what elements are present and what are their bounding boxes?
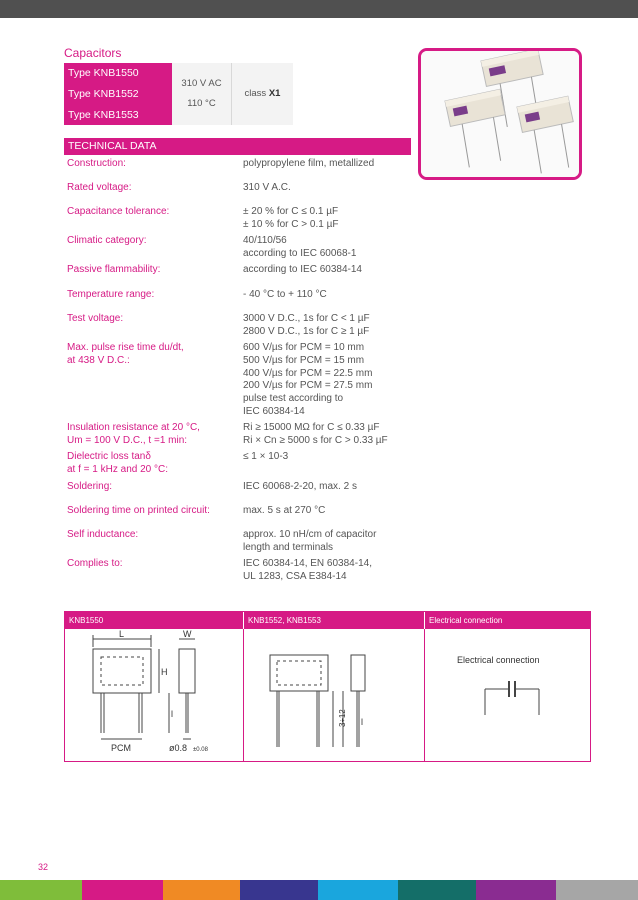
dim-label: H [161, 667, 168, 677]
spec-value: 3000 V D.C., 1s for C < 1 µF 2800 V D.C., 1s for C ≥ 1 µF [243, 313, 370, 337]
dim-label: L [119, 629, 125, 639]
color-stripe [0, 880, 82, 900]
class-label: class X1 [244, 88, 281, 99]
spec-value: IEC 60068-2-20, max. 2 s [243, 481, 357, 492]
drawing-header: KNB1550 [65, 612, 243, 629]
spec-label: Complies to: [67, 558, 123, 569]
color-stripe [240, 880, 318, 900]
page-number: 32 [38, 862, 49, 872]
connection-label: Electrical connection [457, 655, 540, 665]
type-item: Type KNB1550 [68, 67, 139, 79]
spec-label: Soldering: [67, 481, 113, 492]
spec-label: Self inductance: [67, 529, 139, 540]
spec-label: Climatic category: [67, 235, 147, 246]
spec-label: Test voltage: [67, 313, 124, 324]
color-stripe [398, 880, 476, 900]
dim-label: l [171, 709, 173, 719]
color-stripe [163, 880, 240, 900]
spec-label: Temperature range: [67, 289, 155, 300]
spec-label: Dielectric loss tanδ at f = 1 kHz and 20 °C: [67, 451, 168, 475]
dim-label: ø0.8 [169, 743, 188, 753]
technical-data-header [64, 138, 411, 155]
top-bar [0, 0, 638, 18]
color-stripe [318, 880, 398, 900]
dim-label: 3÷12 [338, 709, 347, 727]
dimension-drawings [65, 629, 590, 761]
spec-label: Soldering time on printed circuit: [67, 505, 210, 516]
spec-value: 310 V A.C. [243, 182, 291, 193]
color-stripe [476, 880, 556, 900]
rated-voltage: 310 V AC [181, 78, 222, 89]
spec-label: Construction: [67, 158, 126, 169]
color-stripe [82, 880, 163, 900]
ratings-cell [172, 63, 232, 125]
drawing-header: Electrical connection [425, 612, 591, 629]
spec-value: IEC 60384-14, EN 60384-14, UL 1283, CSA E384-14 [243, 558, 372, 582]
spec-value: ± 20 % for C ≤ 0.1 µF ± 10 % for C > 0.1 µF [243, 206, 339, 230]
spec-label: Capacitance tolerance: [67, 206, 170, 217]
spec-value: - 40 °C to + 110 °C [243, 289, 327, 300]
spec-value: approx. 10 nH/cm of capacitor length and terminals [243, 529, 377, 553]
spec-label: Insulation resistance at 20 °C, Um = 100 V D.C., t =1 min: [67, 422, 200, 446]
section-title: Capacitors [64, 46, 122, 60]
technical-data-title: TECHNICAL DATA [68, 140, 157, 152]
spec-value: 600 V/µs for PCM = 10 mm 500 V/µs for PCM = 15 mm 400 V/µs for PCM = 22.5 mm 200 V/µs for PCM = 27.5 mm pulse test according to IEC 60384-14 [243, 342, 373, 417]
dim-label: ±0.08 [193, 747, 208, 753]
dim-label: PCM [111, 743, 131, 753]
rated-temperature: 110 °C [187, 98, 216, 109]
spec-value: Ri ≥ 15000 MΩ for C ≤ 0.33 µF Ri × Cn ≥ 5000 s for C > 0.33 µF [243, 422, 388, 446]
drawing-header: KNB1552, KNB1553 [244, 612, 424, 629]
product-photo [418, 48, 582, 180]
spec-label: Rated voltage: [67, 182, 132, 193]
spec-value: according to IEC 60384-14 [243, 264, 362, 275]
type-list [64, 63, 172, 125]
type-item: Type KNB1553 [68, 109, 139, 121]
color-stripe [556, 880, 638, 900]
type-table [64, 63, 293, 125]
spec-value: 40/110/56 according to IEC 60068-1 [243, 235, 357, 259]
spec-value: polypropylene film, metallized [243, 158, 375, 169]
type-item: Type KNB1552 [68, 88, 139, 100]
spec-value: ≤ 1 × 10-3 [243, 451, 289, 462]
spec-label: Max. pulse rise time du/dt, at 438 V D.C.: [67, 342, 184, 366]
dim-label: W [183, 629, 192, 639]
dim-label: l [361, 717, 363, 727]
spec-label: Passive flammability: [67, 264, 161, 275]
spec-value: max. 5 s at 270 °C [243, 505, 326, 516]
class-cell [232, 63, 293, 125]
drawings-table [64, 611, 591, 762]
